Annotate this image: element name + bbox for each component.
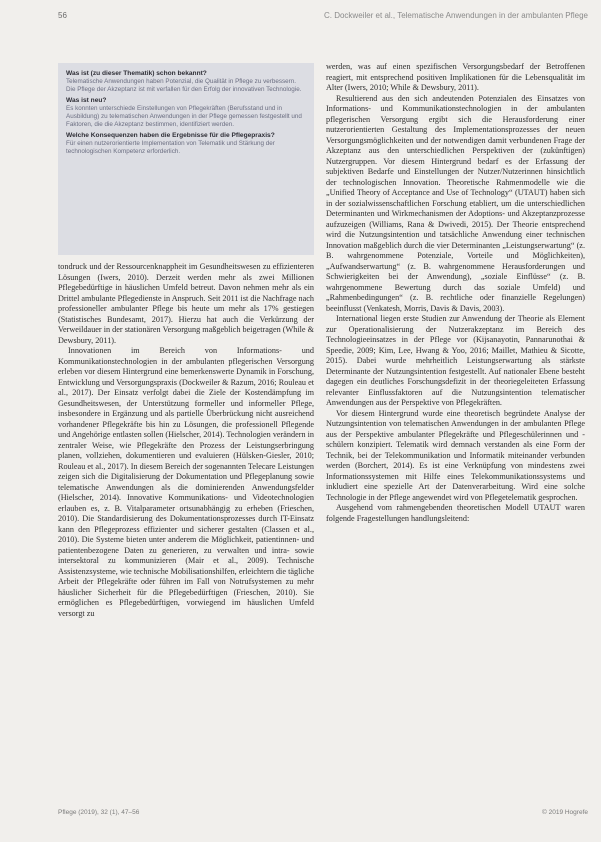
summary-answer: Telematische Anwendungen haben Potenzial, die Qualität in Pflege zu verbessern. Die Pflege der Akzeptanz ist mit verfallen für den Erfolg der innovativen Technologie. bbox=[66, 78, 302, 93]
page-header bbox=[58, 11, 588, 25]
body-paragraph: tondruck und der Ressourcenknappheit im Gesundheitswesen zu effizienteren Lösungen (Iwers, 2010). Derzeit werden mehr als zwei Millionen Pflegebedürftige in häuslichen Umfeld betreut. Davon nehmen mehr als ein Drittel ambulante Pflegedienste in Anspruch. Seit 2011 ist die Nachfrage nach professioneller ambulanter Pflege bis heute um mehr als 17% gestiegen (Statistisches Bundesamt, 2017). Hierzu hat auch die Verkürzung der Verweildauer in der stationären Versorgung maßgeblich beigetragen (While & Dewsbury, 2011). bbox=[58, 262, 314, 345]
body-paragraph: Ausgehend vom rahmengebenden theoretischen Modell UTAUT waren folgende Fragestellungen handlungsleitend: bbox=[326, 503, 585, 523]
body-paragraph: International liegen erste Studien zur Anwendung der Theorie als Element zur Operationalisierung der Nutzerakzeptanz im Bereich des Technologieeinsatzes in der Pflege vor (Kijsanayotin, Pannarunothai & Speedie, 2009; Kim, Lee, Hwang & Yoo, 2016; Maillet, Mathieu & Sicotte, 2015). Dabei wurde mehrheitlich Leistungserwartung als stärkste Determinante der Nutzungsintention festgestellt. Auf nationaler Ebene besteht dagegen ein deutliches Forschungsdefizit in der theoriegeleiteten Erfassung relevanter Einflussfaktoren auf die Nutzungsintention telematischer Anwendungen aus der Perspektive von Pflegekräften. bbox=[326, 314, 585, 407]
copyright-notice: © 2019 Hogrefe bbox=[542, 809, 588, 816]
right-text-column bbox=[326, 62, 585, 795]
summary-answer: Für einen nutzerorientierte Implementation von Telematik und Stärkung der technologischen Kompetenz erforderlich. bbox=[66, 140, 275, 155]
running-head: C. Dockweiler et al., Telematische Anwendungen in der ambulanten Pflege bbox=[323, 11, 588, 20]
left-text-column bbox=[58, 262, 314, 796]
body-paragraph: Vor diesem Hintergrund wurde eine theoretisch begründete Analyse der Nutzungsintention von telematischen Anwendungen in der ambulanten Pflege aus der Perspektive ambulanter Pflegekräfte und Pflegeschülerinnen und -schülern konzipiert. Telematik wird demnach verstanden als eine Form der Technik, bei der Telekommunikation und Informatik miteinander verbunden werden (Borchert, 2014). Es ist eine Verknüpfung von mindestens zwei Informationssystemen mit Hilfe eines Telekommunikationssystems und inkludiert eine spezielle Art der Datenverarbeitung. Wird eine solche Technologie in der Pflege angewendet wird von Pflegetelematik gesprochen. bbox=[326, 408, 585, 502]
summary-question: Was ist neu? bbox=[66, 97, 107, 104]
page-number: 56 bbox=[58, 11, 67, 20]
body-paragraph: Resultierend aus den sich andeutenden Potenzialen des Einsatzes von Informations- und Kommunikationstechnologien in der ambulanten pflegerischen Versorgung ergibt sich die Herausforderung einer nutzerorientierten Gestaltung des Implementationsprozesses der neuen Versorgungsmöglichkeiten und der notwendigen damit verbundenen Frage der Akzeptanz aus den unterschiedlichen Perspektiven der (zukünftigen) Nutzergruppen. Vor diesem Hintergrund bedarf es der Erfassung der subjektiven Bedarfe und Einstellungen der Nutzer/Nutzerinnen hinsichtlich der technologischen Innovation. Theoretische Rahmenmodelle wie die „Unified Theory of Acceptance and Use of Technology“ (UTAUT) haben sich in der sozialwissenschaftlichen Forschung etabliert, um die unterschiedlichen Determinanten und Wirkmechanismen der Adoptions- und Akzeptanzprozesse aufzuzeigen (Williams, Rana & Dwivedi, 2015). Der Theorie entsprechend wird die Nutzungsintention und tatsächliche Anwendung einer technischen Innovation maßgeblich durch die vier Determinanten „Leistungserwartung“ (z. B. wahrgenommene Potenziale, Vorteile und Möglichkeiten), „Aufwandserwartung“ (z. B. wahrgenommene Herausforderungen und Schwierigkeiten bei der Anwendung), „soziale Einflüsse“ (z. B. wahrgenommene Bewertung durch das soziale Umfeld) und „Rahmenbedingungen“ (z. B. rechtliche oder finanzielle Regelungen) beeinflusst (Venkatesh, Morris, Davis & Davis, 2003). bbox=[326, 93, 585, 313]
journal-citation: Pflege (2019), 32 (1), 47–56 bbox=[58, 809, 140, 816]
body-paragraph: werden, was auf einen spezifischen Versorgungsbedarf der Betroffenen reagiert, mit entsprechend positiven Implikationen für die Lebensqualität im Alter (Iwers, 2010; While & Dewsbury, 2011). bbox=[326, 62, 585, 92]
summary-answer: Es konnten unterschiede Einstellungen von Pflegekräften (Berufsstand und in Ausbildung) zu telematischen Anwendungen in der Pflege gemessen festgestellt und Faktoren, die die Akzeptanz bestimmen, identifiziert werden. bbox=[66, 105, 302, 128]
body-paragraph: Innovationen im Bereich von Informations- und Kommunikationstechnologien in der ambulanten pflegerischen Versorgung erleben vor diesem Hintergrund eine bemerkenswerte Dynamik in Forschung, Entwicklung und Versorgungspraxis (Dockweiler & Razum, 2016; Rouleau et al., 2017). Der Einsatz verfolgt dabei die Ziele der Kostendämpfung im Gesundheitswesen, der Unterstützung formeller und informeller Pflege, insbesondere in Ergänzung und als partielle Überbrückung nicht ausreichend vorhandener Pflegekräfte bis hin zu Lösungen, die professionell Pflegende und Angehörige entlasten sollen (Hielscher, 2014). Technologien verändern in zentraler Weise, wie Pflegekräfte den Prozess der Leistungserbringung planen, vollziehen, dokumentieren und evaluieren (Hülsken-Giesler, 2010; Rouleau et al., 2017). In diesem Bereich der sogenannten Telecare Leistungen zeigen sich die Digitalisierung der Dokumentation und Pflegeplanung sowie telematische Anwendungen als die dominierenden Anwendungsfelder (Hielscher, 2014). Innovative Kommunikations- und Videotechnologien erlauben es, z. B. Vitalparameter ortsunabhängig zu erheben (Frieschen, 2010). Die Standardisierung des Dokumentationsprozesses durch IT-Einsatz kann den Pflegeprozess effizienter und sicherer gestalten (Classen et al., 2010). Die Systeme bieten unter anderem die Möglichkeit, patientinnen- und patientenbezogene Daten zu generieren, zu verwalten und intra- sowie intersektoral zu kommunizieren (Mair et al., 2009). Technische Assistenzsysteme, wie technische Mobilisationshilfen, erleichtern die tägliche Arbeit der Pflegekräfte oder führen im Fall von Notrufsystemen zu mehr häuslicher Sicherheit für die Pflegebedürftigen (Frieschen, 2010). Sie ermöglichen es Pflegebedürftigen, vorwiegend im häuslichen Umfeld versorgt zu bbox=[58, 346, 314, 618]
summary-box bbox=[58, 63, 314, 255]
summary-question: Was ist (zu dieser Thematik) schon bekannt? bbox=[66, 70, 207, 77]
summary-question: Welche Konsequenzen haben die Ergebnisse für die Pflegepraxis? bbox=[66, 132, 275, 139]
page-footer bbox=[58, 809, 588, 821]
